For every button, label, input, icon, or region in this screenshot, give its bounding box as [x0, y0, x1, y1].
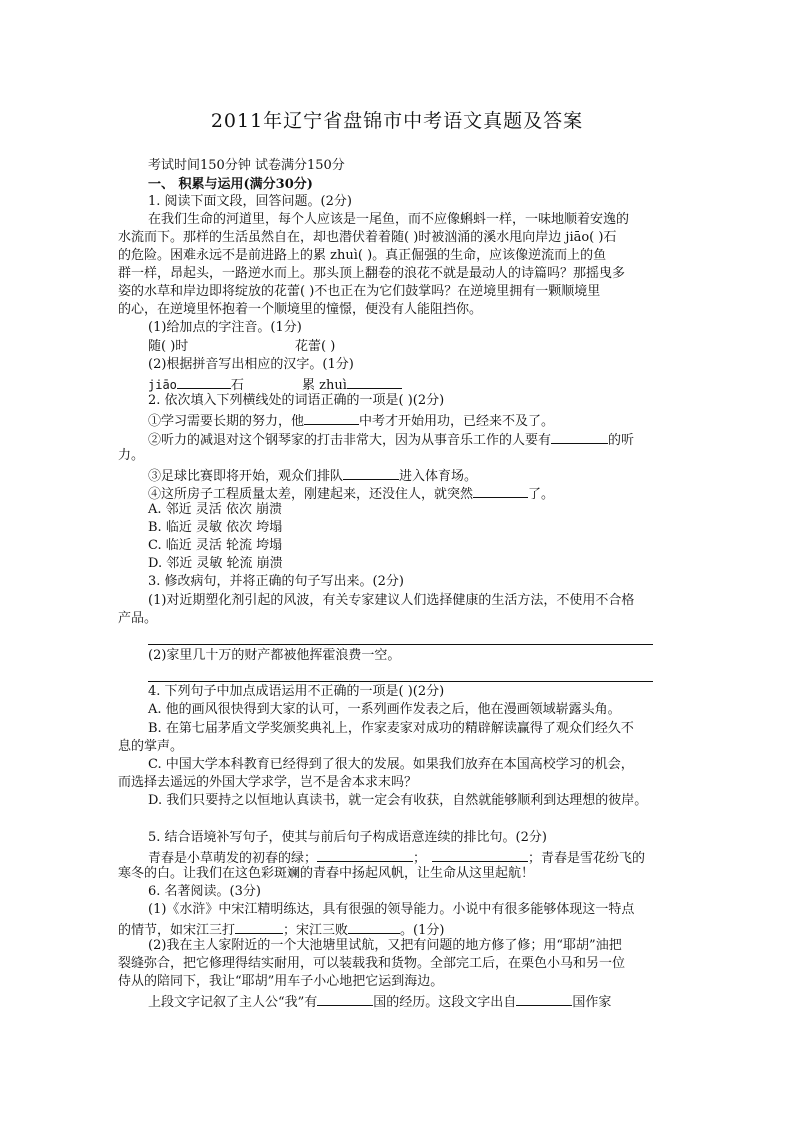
option-c: C. 临近 灵活 轮流 垮塌	[148, 538, 283, 553]
option-b: B. 临近 灵敏 依次 垮塌	[148, 520, 283, 535]
answer-item	[302, 375, 402, 394]
option-a: A. 邻近 灵活 依次 崩溃	[148, 502, 283, 517]
answer-item: 随( )时	[148, 339, 189, 354]
choice-sentence	[148, 484, 554, 503]
sentence-part: 的情节，如宋江三打	[118, 923, 236, 938]
sentence-part: 进入体育场。	[399, 469, 478, 484]
answer-blank[interactable]	[347, 375, 402, 389]
answer-item: 花蕾( )	[295, 339, 336, 354]
sub-question	[148, 992, 611, 1011]
option-b: 息的掌声。	[118, 739, 184, 754]
fill-sentence: 寒冬的白。让我们在这色彩斑斓的青春中扬起风帆，让生命从这里起航！	[118, 866, 535, 881]
passage-line: 侍从的陪同下，我让“耶胡”用车子小心地把它运到海边。	[118, 974, 444, 989]
sub-question: (1)对近期塑化剂引起的风波，有关专家建议人们选择健康的生活方法，不使用不合格	[148, 593, 635, 608]
option-d: D. 我们只要持之以恒地认真读书，就一定会有收获，自然就能够顺利到达理想的彼岸。	[148, 793, 648, 808]
pinyin: jiāo	[148, 378, 177, 392]
sub-question: 产品。	[118, 611, 158, 626]
passage-line: 在我们生命的河道里，每个人应该是一尾鱼，而不应像蝌蚪一样，一味地顺着安逸的	[148, 212, 630, 227]
sub-question: (1)给加点的字注音。(1分)	[148, 320, 302, 335]
sub-question: (2)根据拼音写出相应的汉字。(1分)	[148, 357, 354, 372]
choice-sentence	[148, 430, 634, 449]
sub-question: (2)家里几十万的财产都被他挥霍浪费一空。	[148, 648, 401, 663]
sentence-part: 国的经历。这段文字出自	[373, 995, 517, 1010]
sentence-part: 上段文字记叙了主人公“我”有	[148, 995, 318, 1010]
sentence-part: 了。	[528, 487, 555, 502]
sentence-part: 青春是小草萌发的初春的绿；	[148, 851, 318, 866]
option-c: 而选择去遥远的外国大学求学，岂不是舍本求末吗？	[118, 775, 418, 790]
sentence-part: ；宋江三败	[283, 923, 349, 938]
answer-item	[148, 375, 244, 394]
question-1-stem: 1. 阅读下面文段，回答问题。(2分)	[148, 194, 352, 209]
question-4-stem: 4. 下列句子中加点成语运用不正确的一项是( )(2分)	[148, 684, 445, 699]
sentence-part: ；青春是雪花纷飞的	[528, 851, 646, 866]
fill-sentence	[148, 848, 645, 867]
answer-blank[interactable]	[348, 920, 400, 934]
page-title: 2011年辽宁省盘锦市中考语文真题及答案	[210, 110, 584, 132]
answer-blank[interactable]	[432, 848, 528, 862]
question-6-stem: 6. 名著阅读。(3分)	[148, 884, 261, 899]
sub-question: (1)《水浒》中宋江精明练达，具有很强的领导能力。小说中有很多能够体现这一特点	[148, 902, 635, 917]
section-heading: 一、 积累与运用(满分30分)	[148, 177, 313, 192]
passage-line: 水流而下。那样的生活虽然自在，却也潜伏着着随( )时被汹涌的溪水甩向岸边 jiāo( )石	[118, 230, 617, 245]
sentence-part: ②听力的减退对这个钢琴家的打击非常大，因为从事音乐工作的人要有	[148, 433, 552, 448]
answer-blank[interactable]	[235, 920, 283, 934]
sentence-part: 国作家	[572, 995, 612, 1010]
sub-question	[118, 920, 444, 939]
passage-line: 的危险。困难永远不是前进路上的累 zhuì( )。真正倔强的生命，应该像逆流而上的鱼	[118, 248, 607, 263]
answer-blank[interactable]	[551, 430, 608, 444]
question-5-stem: 5. 结合语境补写句子，使其与前后句子构成语意连续的排比句。(2分)	[148, 830, 547, 845]
choice-sentence: 力。	[118, 448, 145, 463]
answer-blank[interactable]	[304, 411, 359, 425]
passage-line: 裂缝弥合，把它修理得结实耐用，可以装载我和货物。全部完工后，在栗色小马和另一位	[118, 956, 626, 971]
passage-line: (2)我在主人家附近的一个大池塘里试航，又把有问题的地方修了修；用“耶胡”油把	[148, 938, 622, 953]
answer-line[interactable]	[148, 681, 653, 682]
answer-blank[interactable]	[317, 848, 413, 862]
sentence-part: ①学习需要长期的努力，他	[148, 414, 305, 429]
sentence-part: 。(1分)	[400, 923, 445, 938]
option-c: C. 中国大学本科教育已经得到了很大的发展。如果我们放弃在本国高校学习的机会，	[148, 757, 634, 772]
passage-line: 的心，在逆境里怀抱着一个顺境里的憧憬，便没有人能阻挡你。	[118, 302, 483, 317]
exam-info: 考试时间150分钟 试卷满分150分	[148, 158, 345, 173]
option-d: D. 邻近 灵敏 轮流 崩溃	[148, 556, 283, 571]
answer-suffix: 石	[230, 378, 244, 393]
sentence-part: ④这所房子工程质量太差，刚建起来，还没住人，就突然	[148, 487, 474, 502]
choice-sentence	[148, 411, 554, 430]
answer-blank[interactable]	[177, 375, 231, 389]
answer-blank[interactable]	[317, 992, 373, 1006]
sentence-part: 的听	[608, 433, 635, 448]
option-b: B. 在第七届茅盾文学奖颁奖典礼上，作家麦家对成功的精辟解读赢得了观众们经久不	[148, 721, 634, 736]
answer-blank[interactable]	[343, 466, 399, 480]
pinyin: 累 zhuì	[302, 378, 347, 393]
question-3-stem: 3. 修改病句，并将正确的句子写出来。(2分)	[148, 574, 404, 589]
question-2-stem: 2. 依次填入下列横线处的词语正确的一项是( )(2分)	[148, 393, 445, 408]
passage-line: 群一样，昂起头，一路逆水而上。那头顶上翻卷的浪花不就是最动人的诗篇吗？那摇曳多	[118, 266, 626, 281]
option-a: A. 他的画风很快得到大家的认可，一系列画作发表之后，他在漫画领域崭露头角。	[148, 702, 621, 717]
sentence-part: ③足球比赛即将开始，观众们排队	[148, 469, 344, 484]
sentence-part: 中考才开始用功，已经来不及了。	[359, 414, 555, 429]
answer-line[interactable]	[148, 644, 653, 645]
answer-blank[interactable]	[516, 992, 572, 1006]
choice-sentence	[148, 466, 477, 485]
sentence-part: ；	[413, 851, 427, 866]
answer-blank[interactable]	[473, 484, 528, 498]
passage-line: 姿的水草和岸边即将绽放的花蕾( )不也正在为它们鼓掌吗？在逆境里拥有一颗顺境里	[118, 284, 601, 299]
